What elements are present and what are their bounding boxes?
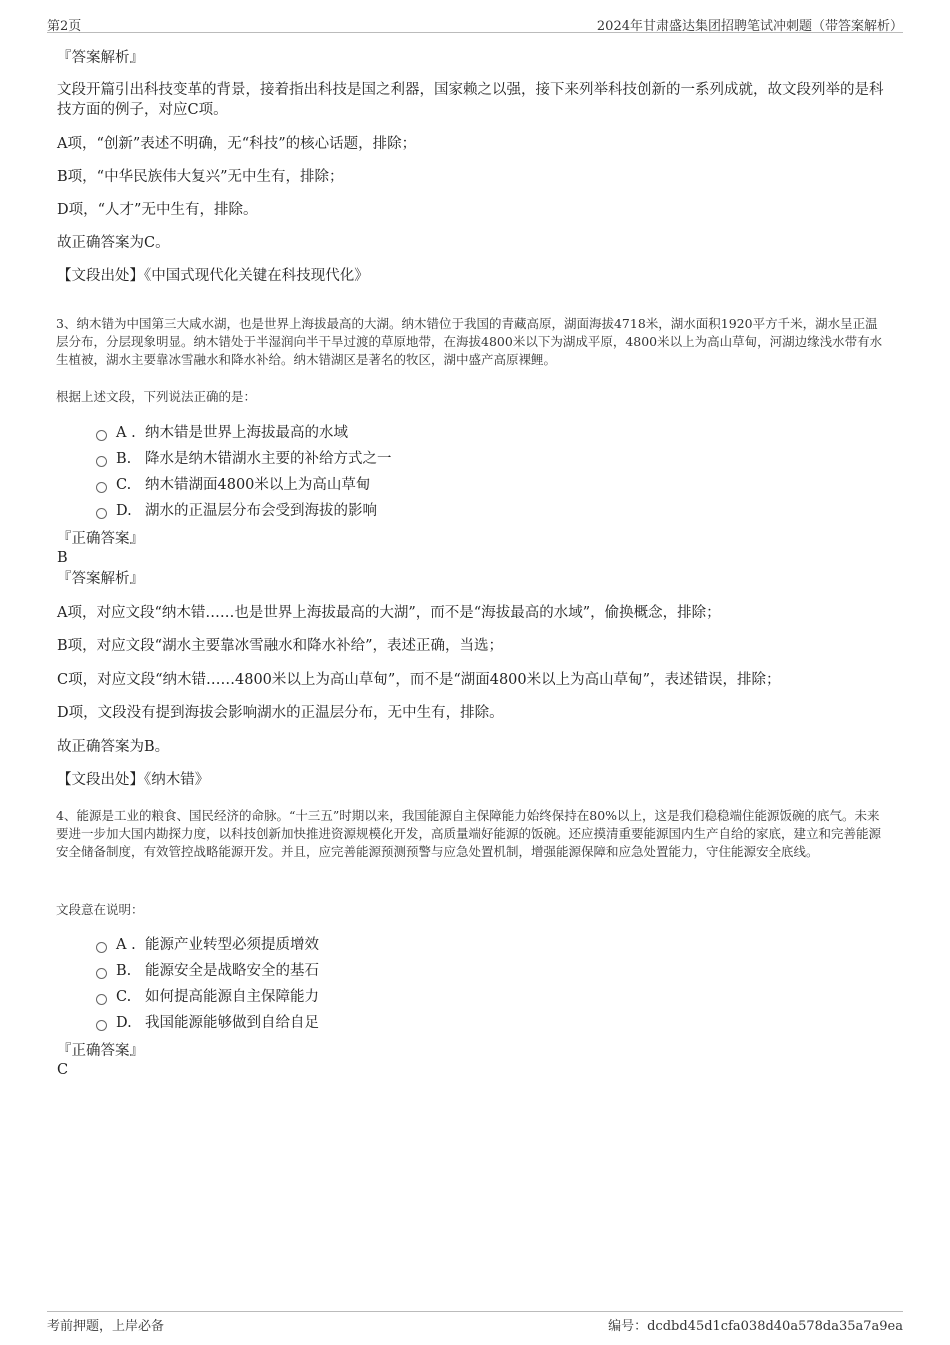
q4-option-d[interactable] <box>96 1014 319 1032</box>
option-text: 如何提高能源自主保障能力 <box>145 989 319 1005</box>
analysis-item-a: A项，对应文段“纳木错……也是世界上海拔最高的大湖”，而不是“海拔最高的水域”，偷换概念，排除； <box>57 605 721 621</box>
answer-analysis-label: 『答案解析』 <box>57 571 144 587</box>
analysis-item-b: B项，“中华民族伟大复兴”无中生有，排除； <box>57 169 344 185</box>
option-letter: B. <box>116 451 132 467</box>
option-text: 能源产业转型必须提质增效 <box>145 937 319 953</box>
question-4-prompt: 文段意在说明： <box>56 902 144 917</box>
q3-option-d[interactable] <box>96 502 377 520</box>
option-letter: C. <box>116 989 132 1005</box>
option-letter: B. <box>116 963 132 979</box>
analysis-conclusion: 故正确答案为B。 <box>57 739 170 755</box>
footer-slogan: 考前押题，上岸必备 <box>47 1319 165 1334</box>
q3-option-c[interactable] <box>96 476 370 494</box>
option-text: 纳木错湖面4800米以上为高山草甸 <box>145 477 371 493</box>
option-letter: D. <box>116 503 132 519</box>
analysis-item-b: B项，对应文段“湖水主要靠冰雪融水和降水补给”，表述正确，当选； <box>57 638 503 654</box>
option-text: 湖水的正温层分布会受到海拔的影响 <box>145 503 377 519</box>
q3-option-b[interactable] <box>96 450 392 468</box>
page-number: 第2页 <box>47 19 82 34</box>
question-4-passage: 4、能源是工业的粮食、国民经济的命脉。“十三五”时期以来，我国能源自主保障能力始终保持在80%以上，这是我们稳稳端住能源饭碗的底气。未来要进一步加大国内勘探力度，以科技创新加快推进资源规模化开发，高质量端好能源的饭碗。还应摸清重要能源国内生产自给的家底，建立和完善能源安全储备制度，有效管控战略能源开发。并且，应完善能源预测预警与应急处置机制，增强能源保障和应急处置能力，守住能源安全底线。 <box>56 808 882 859</box>
analysis-item-d: D项，“人才”无中生有，排除。 <box>57 202 258 218</box>
analysis-item-c: C项，对应文段“纳木错……4800米以上为高山草甸”，而不是“湖面4800米以上为高山草甸”，表述错误，排除； <box>57 672 781 688</box>
option-text: 降水是纳木错湖水主要的补给方式之一 <box>145 451 392 467</box>
correct-answer-value: C <box>57 1062 69 1078</box>
correct-answer-label: 『正确答案』 <box>57 1043 144 1059</box>
option-letter: A . <box>116 937 136 953</box>
radio-icon[interactable] <box>96 1020 107 1031</box>
radio-icon[interactable] <box>96 456 107 467</box>
analysis-conclusion: 故正确答案为C。 <box>57 235 170 251</box>
answer-analysis-label: 『答案解析』 <box>57 50 144 66</box>
q3-option-a[interactable] <box>96 424 348 442</box>
source-citation: 【文段出处】《中国式现代化关键在科技现代化》 <box>57 268 369 284</box>
option-letter: C. <box>116 477 132 493</box>
radio-icon[interactable] <box>96 994 107 1005</box>
question-3-prompt: 根据上述文段，下列说法正确的是： <box>56 389 257 404</box>
source-citation: 【文段出处】《纳木错》 <box>57 772 210 788</box>
correct-answer-label: 『正确答案』 <box>57 531 144 547</box>
radio-icon[interactable] <box>96 942 107 953</box>
page-footer <box>47 1311 903 1334</box>
option-text: 我国能源能够做到自给自足 <box>145 1015 319 1031</box>
document-code: 编号：dcdbd45d1cfa038d40a578da35a7a9ea <box>608 1319 903 1334</box>
radio-icon[interactable] <box>96 508 107 519</box>
option-text: 能源安全是战略安全的基石 <box>145 963 319 979</box>
question-3-passage: 3、纳木错为中国第三大咸水湖，也是世界上海拔最高的大湖。纳木错位于我国的青藏高原，湖面海拔4718米，湖水面积1920平方千米，湖水呈正温层分布，分层现象明显。纳木错处于半湿润向半干旱过渡的草原地带，在海拔4800米以下为湖成平原，4800米以上为高山草甸，河湖边缘浅水带有水生植被，湖水主要靠冰雪融水和降水补给。纳木错湖区是著名的牧区，湖中盛产高原裸鲤。 <box>56 316 883 367</box>
radio-icon[interactable] <box>96 968 107 979</box>
option-letter: A . <box>116 425 136 441</box>
page-header <box>47 14 903 33</box>
correct-answer-value: B <box>57 550 68 566</box>
radio-icon[interactable] <box>96 482 107 493</box>
option-letter: D. <box>116 1015 132 1031</box>
radio-icon[interactable] <box>96 430 107 441</box>
q4-option-a[interactable] <box>96 936 319 954</box>
analysis-item-a: A项，“创新”表述不明确，无“科技”的核心话题，排除； <box>57 136 417 152</box>
document-title: 2024年甘肃盛达集团招聘笔试冲刺题（带答案解析） <box>596 19 903 34</box>
analysis-item-d: D项，文段没有提到海拔会影响湖水的正温层分布，无中生有，排除。 <box>57 705 504 721</box>
q4-option-b[interactable] <box>96 962 319 980</box>
analysis-paragraph: 文段开篇引出科技变革的背景，接着指出科技是国之利器，国家赖之以强，接下来列举科技创新的一系列成就，故文段列举的是科技方面的例子，对应C项。 <box>57 82 884 118</box>
option-text: 纳木错是世界上海拔最高的水域 <box>145 425 348 441</box>
q4-option-c[interactable] <box>96 988 319 1006</box>
